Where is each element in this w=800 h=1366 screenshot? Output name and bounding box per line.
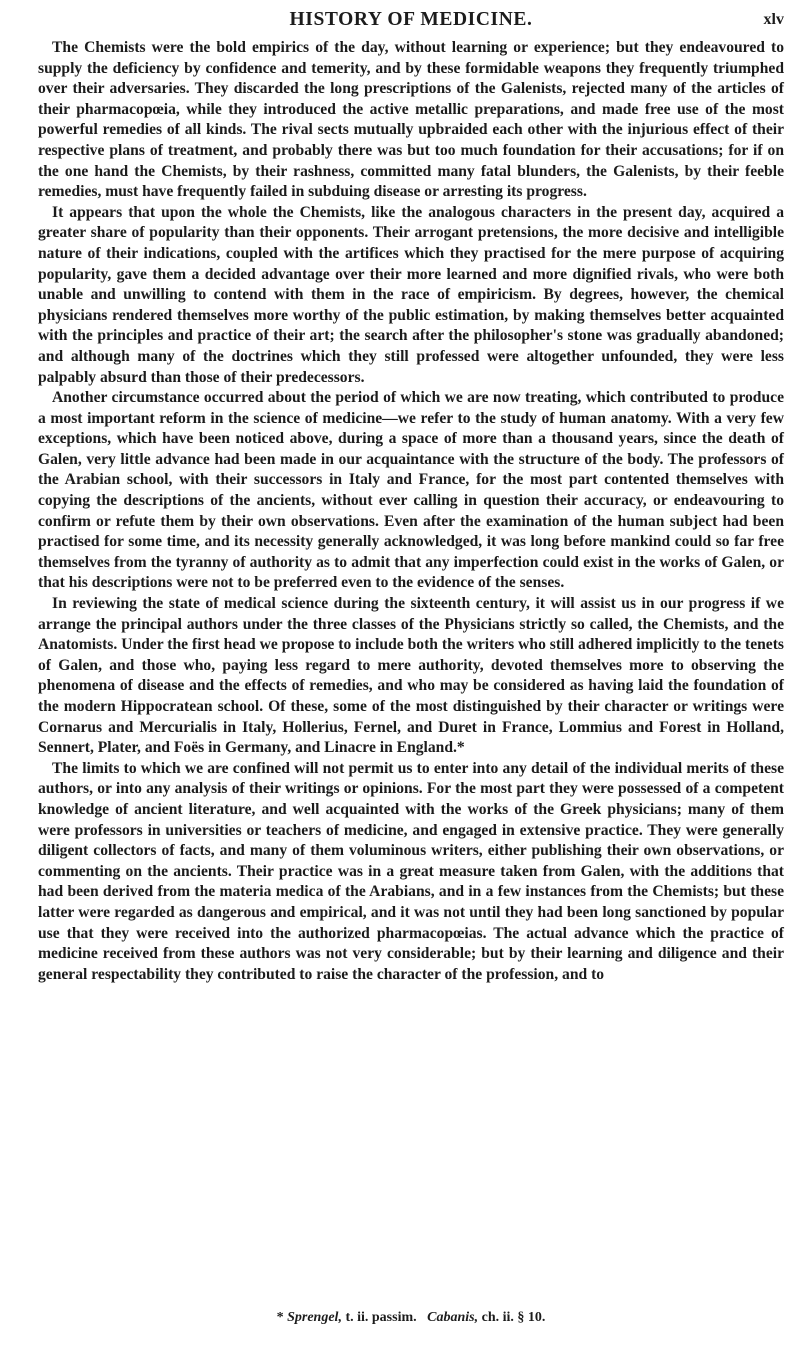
paragraph-limits: The limits to which we are confined will not permit us to enter into any detail of the individual merits of these authors, or into any analysis of their writings or opinions. For the most part they were possessed of a competent knowledge of ancient literature, and well acquainted with the works of the Greek physicians; many of them were professors in universities or teachers of medicine, and engaged in extensive practice. They were generally diligent collectors of facts, and many of them voluminous writers, either publishing their own observations, or commenting on the ancients. Their practice was in a great measure taken from Galen, with the additions that had been derived from the materia medica of the Arabians, and in a few instances from the Chemists; but these latter were regarded as dangerous and empirical, and it was not until they had been long sanctioned by popular use that they were received into the authorized pharmacopœias. The actual advance which the practice of medicine received from these authors was not very considerable; but by their learning and diligence and their general respectability they contributed to raise the character of the profession, and to <box>38 759 784 983</box>
footnote-ref-sprengel: Sprengel, <box>287 1310 342 1325</box>
footnote-ref-cabanis-location: ch. ii. § 10. <box>481 1310 546 1325</box>
page-header <box>38 0 784 40</box>
footnote-ref-cabanis: Cabanis, <box>427 1310 479 1325</box>
body-text <box>38 38 784 985</box>
footnote <box>38 1310 784 1326</box>
footnote-ref-sprengel-location: t. ii. passim. <box>345 1310 417 1325</box>
paragraph-chemists-popularity: It appears that upon the whole the Chemists, like the analogous characters in the present day, acquired a greater share of popularity than their opponents. Their arrogant pretensions, the more decisive and intelligible nature of their indications, coupled with the artifices which they practised for the mere purpose of acquiring popularity, gave them a decided advantage over their more learned and more dignified rivals, who were both unable and unwilling to contend with them in the race of empiricism. By degrees, however, the chemical physicians rendered themselves more worthy of the public estimation, by making themselves better acquainted with the principles and practice of their art; the search after the philosopher's stone was gradually abandoned; and although many of the doctrines which they still professed were altogether unfounded, they were less palpably absurd than those of their predecessors. <box>38 203 784 386</box>
paragraph-human-anatomy: Another circumstance occurred about the period of which we are now treating, which contributed to produce a most important reform in the science of medicine—we refer to the study of human anatomy. With a very few exceptions, which have been noticed above, during a space of more than a thousand years, since the death of Galen, very little advance had been made in our acquaintance with the structure of the body. The professors of the Arabian school, with their successors in Italy and France, for the most part contented themselves with copying the descriptions of the ancients, without ever calling in question their accuracy, or endeavouring to confirm or refute them by their own observations. Even after the examination of the human subject had been practised for some time, and its necessity generally acknowledged, it was long before mankind could so far free themselves from the tyranny of authority as to admit that any imperfection could exist in the works of Galen, or that his descriptions were not to be preferred even to the evidence of the senses. <box>38 389 784 592</box>
book-page <box>38 0 784 1325</box>
paragraph-chemists-empirics: The Chemists were the bold empirics of the day, without learning or experience; but they endeavoured to supply the deficiency by confidence and temerity, and by these formidable weapons they frequently triumphed over their adversaries. They discarded the long prescriptions of the Galenists, rejected many of the articles of their pharmacopœia, while they introduced the active metallic preparations, and made free use of the most powerful remedies of all kinds. The rival sects mutually upbraided each other with the injurious effect of their respective plans of treatment, and probably there was but too much foundation for their accusations; for if on the one hand the Chemists, by their rashness, committed many fatal blunders, the Galenists, by their feeble remedies, must have frequently failed in subduing disease or arresting its progress. <box>38 39 784 201</box>
page-number: xlv <box>763 11 784 28</box>
running-head: HISTORY OF MEDICINE. <box>289 9 533 30</box>
paragraph-sixteenth-century: In reviewing the state of medical science during the sixteenth century, it will assist us in our progress if we arrange the principal authors under the three classes of the Physicians strictly so called, the Chemists, and the Anatomists. Under the first head we propose to include both the writers who still adhered implicitly to the tenets of Galen, and those who, paying less regard to mere authority, devoted themselves more to observing the phenomena of disease and the effects of remedies, and who may be considered as having laid the foundation of the modern Hippocratean school. Of these, some of the most distinguished by their character or writings were Cornarus and Mercurialis in Italy, Hollerius, Fernel, and Duret in France, Lommius and Forest in Holland, Sennert, Plater, and Foës in Germany, and Linacre in England.* <box>38 595 784 757</box>
footnote-marker: * <box>276 1310 284 1325</box>
